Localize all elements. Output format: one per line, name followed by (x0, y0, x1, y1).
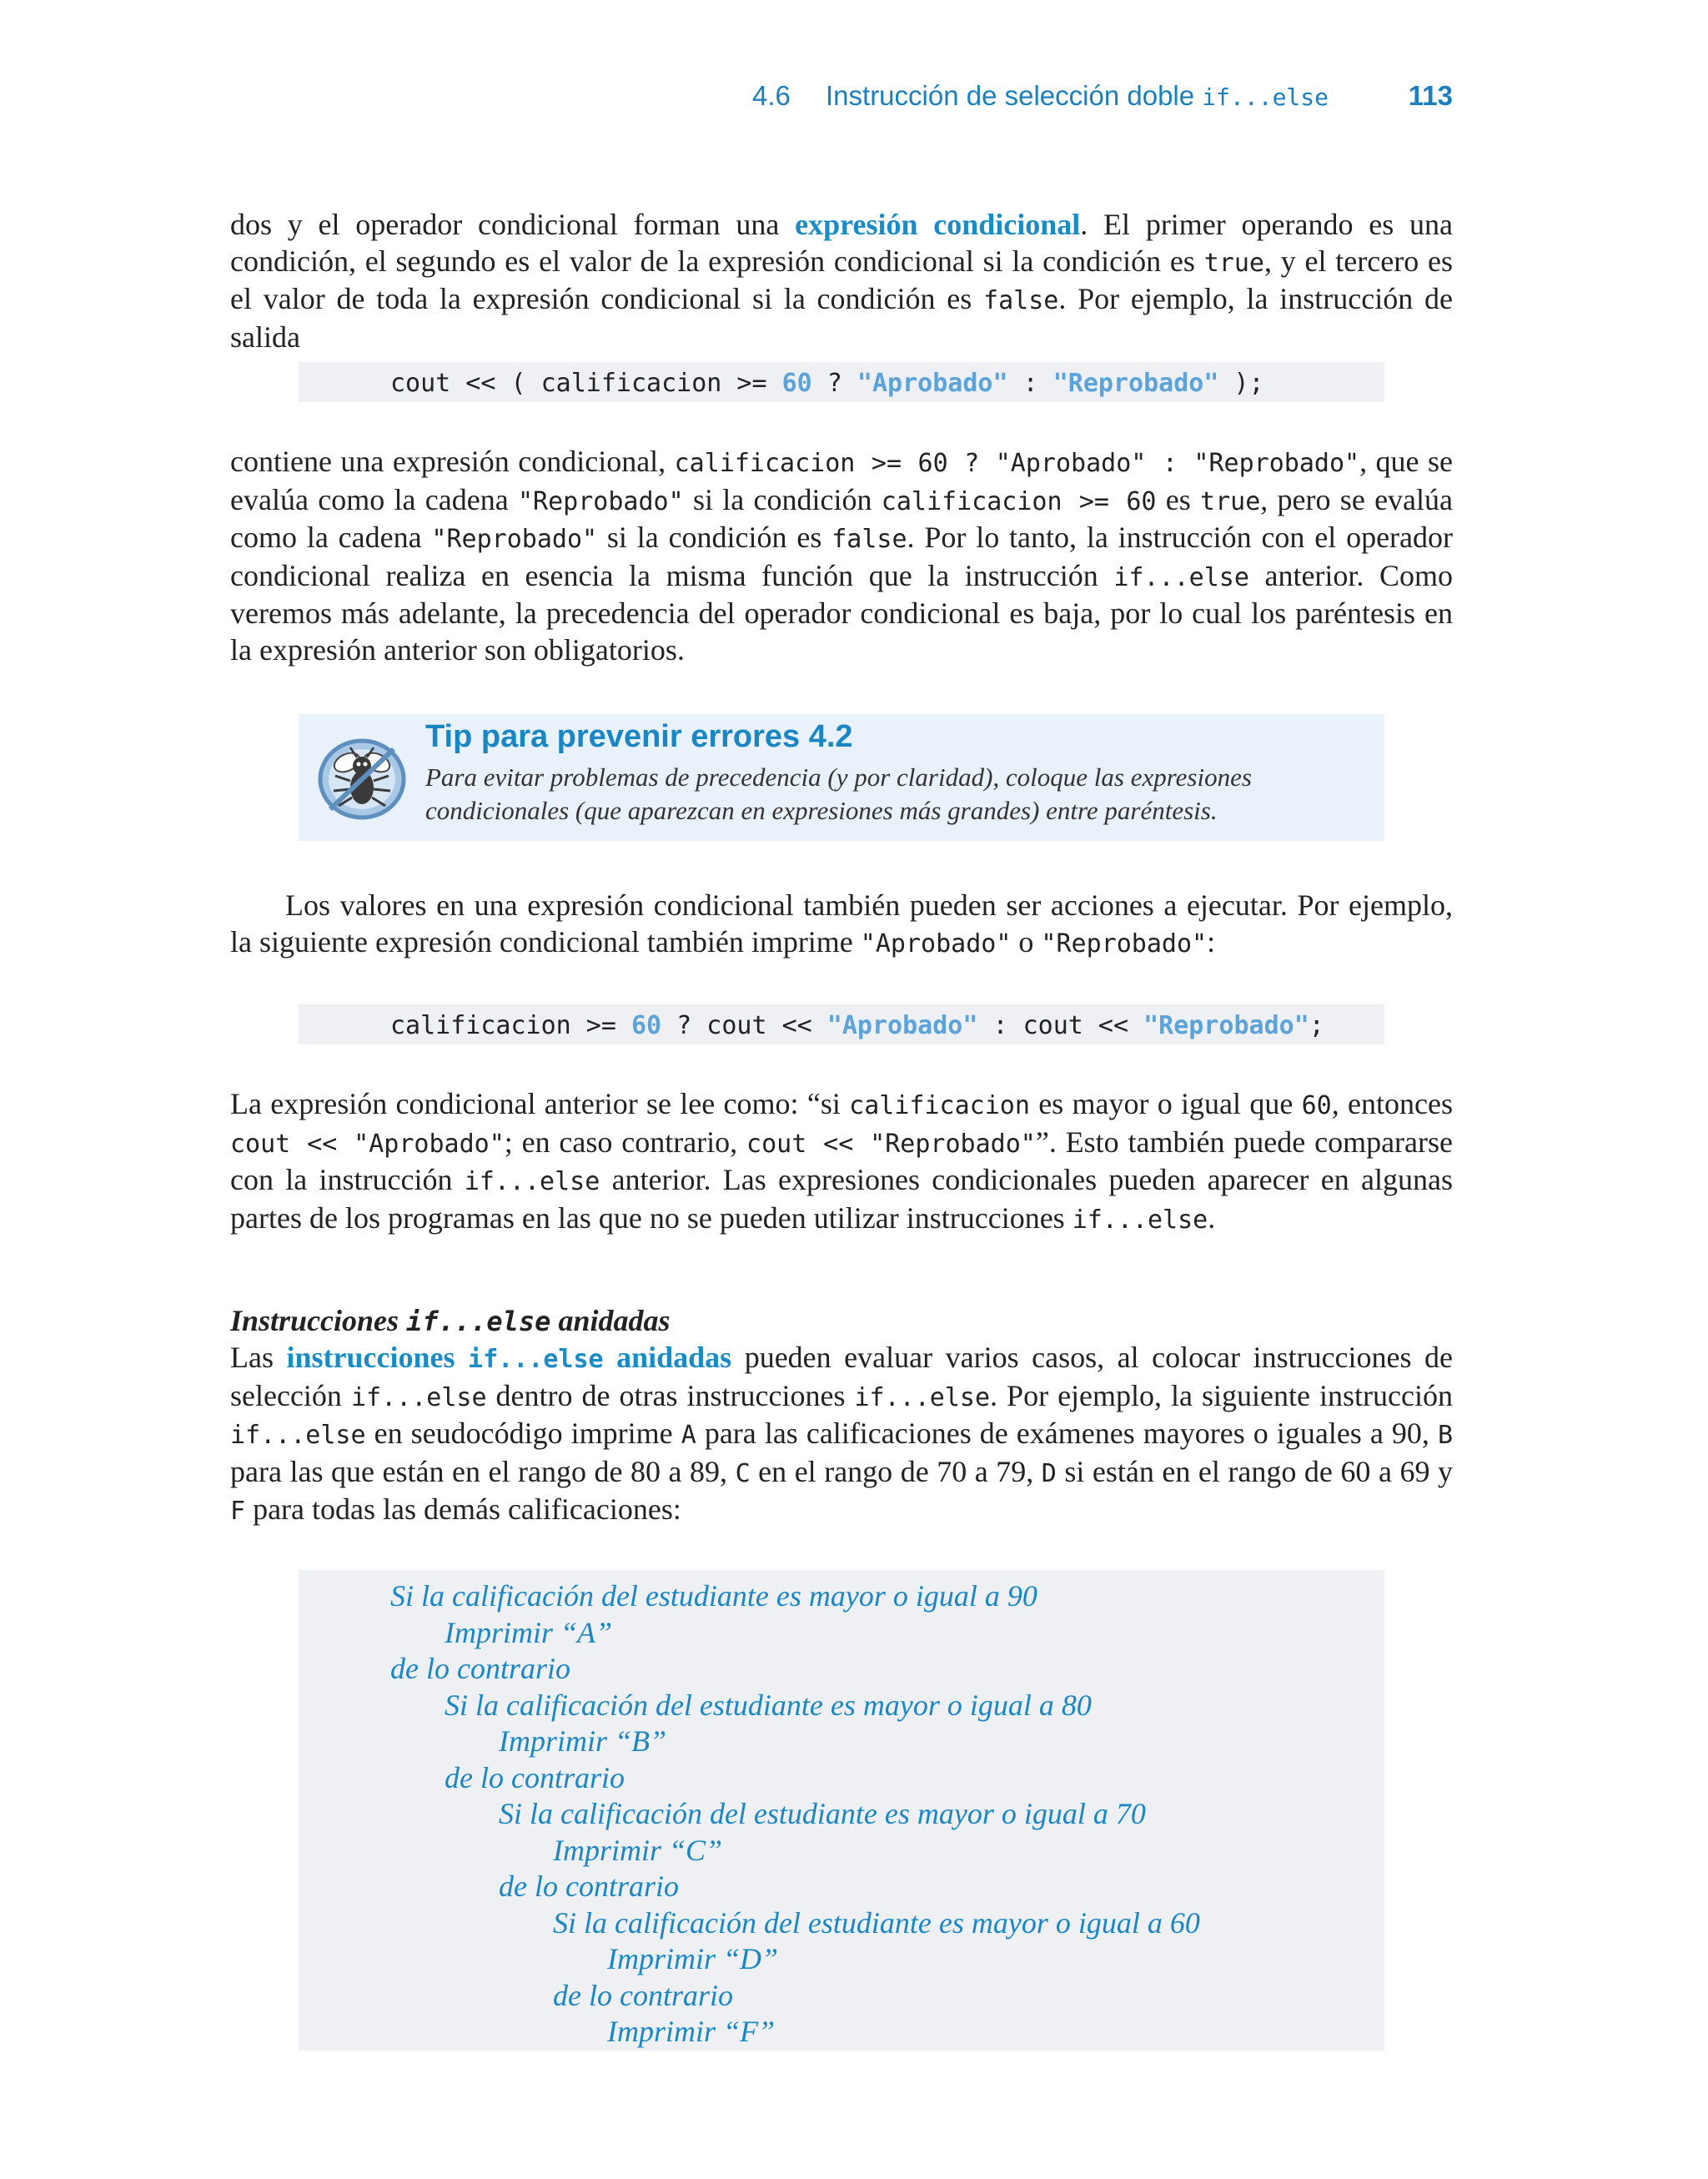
paragraph-actions: Los valores en una expresión condicional también pueden ser acciones a ejecutar. Por ejemplo, la siguiente expresión condicional también imprime "Aprobado" o "Reprobado": (230, 888, 1453, 959)
code-example-actions (299, 1004, 1384, 1044)
pseudocode-line: Imprimir “A” (445, 1615, 613, 1649)
running-header (752, 80, 1453, 120)
code-line: calificacion >= 60 ? cout << "Aprobado" : cout << "Reprobado"; (390, 1011, 1324, 1040)
paragraph-conditional-explained: contiene una expresión condicional, calificacion >= 60 ? "Aprobado" : "Reprobado", que se evalúa como la cadena "Reprobado" si la condición calificacion >= 60 es true, pero se evalúa como la cadena "Reprobado" si la condición es false. Por lo tanto, la instrucción con el operador condicional realiza en esencia la misma función que la instrucción if...else anterior. Como veremos más adelante, la precedencia del operador condicional es baja, por lo cual los paréntesis en la expresión anterior son obligatorios. (230, 445, 1454, 667)
error-prevention-tip (299, 714, 1384, 841)
pseudocode-line: de lo contrario (553, 1978, 733, 2012)
pseudocode-line: Imprimir “F” (607, 2015, 776, 2048)
subheading-nested-if-else: Instrucciones if...else anidadas (230, 1304, 671, 1337)
section-number: 4.6 (752, 80, 791, 111)
key-term: expresión condicional (795, 208, 1081, 241)
tip-text: Para evitar problemas de precedencia (y por claridad), coloque las expresiones condicionales (que aparezcan en expresiones más grandes) entre paréntesis. (425, 762, 1252, 825)
pseudocode-line: Si la calificación del estudiante es mayor o igual a 60 (553, 1905, 1200, 1940)
pseudocode-line: de lo contrario (390, 1652, 570, 1685)
paragraph-reading: La expresión condicional anterior se lee como: “si calificacion es mayor o igual que 60, entonces cout << "Aprobado"; en caso contrario, cout << "Reprobado"”. Esto también puede compararse con la instrucción if...else anterior. Las expresiones condicionales pueden aparecer en algunas partes de los programas en las que no se pueden utilizar instrucciones if...else. (230, 1087, 1454, 1235)
pseudocode-line: Si la calificación del estudiante es mayor o igual a 70 (499, 1797, 1146, 1830)
pseudocode-line: Imprimir “B” (499, 1724, 667, 1758)
section-title: Instrucción de selección doble if...else (826, 80, 1329, 111)
tip-title: Tip para prevenir errores 4.2 (425, 719, 853, 754)
page-number: 113 (1408, 80, 1453, 111)
paragraph-conditional-expression: dos y el operador condicional forman una expresión condicional. El primer operando es una condición, el segundo es el valor de la expresión condicional si la condición es true, y el tercero es el valor de toda la expresión condicional si la condición es false. Por ejemplo, la instrucción de salida (230, 208, 1453, 354)
code-line: cout << ( calificacion >= 60 ? "Aprobado" : "Reprobado" ); (390, 369, 1264, 398)
pseudocode-block (299, 1570, 1384, 2051)
pseudocode-line: Imprimir “D” (607, 1942, 779, 1975)
bug-icon (315, 734, 409, 821)
pseudocode-line: de lo contrario (499, 1870, 679, 1903)
pseudocode-line: de lo contrario (445, 1760, 625, 1794)
code-example-output (299, 362, 1384, 402)
pseudocode-line: Imprimir “C” (553, 1833, 723, 1867)
key-term: instrucciones if...else anidadas (286, 1341, 732, 1374)
pseudocode-line: Si la calificación del estudiante es mayor o igual a 90 (390, 1579, 1037, 1613)
pseudocode-line: Si la calificación del estudiante es mayor o igual a 80 (445, 1688, 1092, 1722)
paragraph-nested: Las instrucciones if...else anidadas pueden evaluar varios casos, al colocar instrucciones de selección if...else dentro de otras instrucciones if...else. Por ejemplo, la siguiente instrucción if...else en seudocódigo imprime A para las calificaciones de exámenes mayores o iguales a 90, B para las que están en el rango de 80 a 89, C en el rango de 70 a 79, D si están en el rango de 60 a 69 y F para todas las demás calificaciones: (230, 1341, 1454, 1526)
